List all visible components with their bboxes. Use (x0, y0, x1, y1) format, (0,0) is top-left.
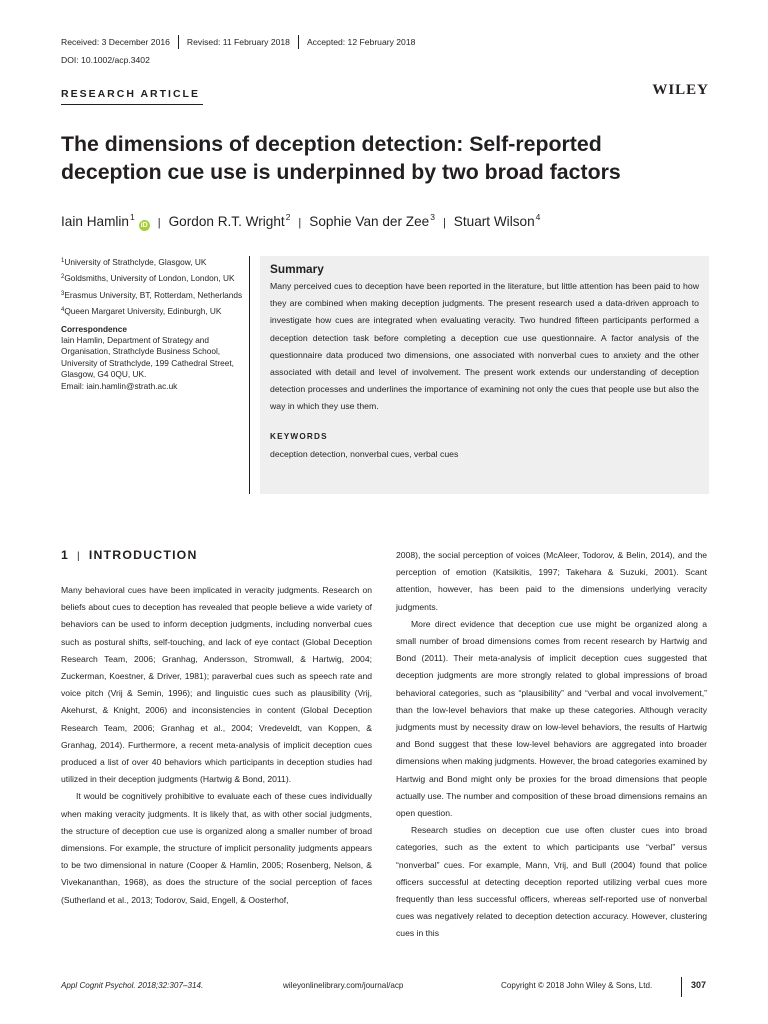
affiliation-2: $^2$Goldsmiths, University of London, London, UK (61, 273, 235, 284)
keywords-text: deception detection, nonverbal cues, verbal cues (270, 448, 459, 459)
article-title: The dimensions of deception detection: Self-reported deception cue use is underpinned by two broad factors (61, 132, 621, 184)
author-3[interactable]: Sophie Van der Zee$^3$ (309, 212, 435, 229)
correspondence-email[interactable]: Email: iain.hamlin@strath.ac.uk (61, 380, 178, 391)
column-divider (249, 256, 250, 494)
accepted-date: Accepted: 12 February 2018 (298, 35, 423, 49)
doi[interactable]: DOI: 10.1002/acp.3402 (61, 55, 150, 65)
section-title: INTRODUCTION (88, 548, 198, 562)
body-column-right (396, 547, 707, 943)
section-separator: | (77, 551, 81, 562)
footer-copyright: Copyright © 2018 John Wiley & Sons, Ltd. (501, 981, 653, 990)
affiliation-3: $^3$Erasmus University, BT, Rotterdam, Netherlands (61, 289, 243, 300)
affiliation-1: $^1$University of Strathclyde, Glasgow, UK (61, 257, 207, 267)
author-separator: | (442, 217, 446, 229)
affiliation-4: $^4$Queen Margaret University, Edinburgh, UK (61, 306, 222, 317)
footer-url[interactable]: wileyonlinelibrary.com/journal/acp (283, 981, 404, 990)
section-number: 1 (61, 548, 70, 562)
correspondence-heading: Correspondence (61, 323, 127, 334)
received-date: Received: 3 December 2016 (61, 37, 170, 47)
publisher-logo: WILEY (652, 82, 709, 98)
author-list (61, 212, 540, 230)
summary-box (260, 256, 709, 494)
keywords-heading: KEYWORDS (270, 431, 328, 441)
paragraph: 2008), the social perception of voices (McAleer, Todorov, & Belin, 2014), and the perception of emotion (Katsikitis, 1997; Takehara & Suzuki, 2001). Scant attention, however, has been paid to the dimensions underlying veracity judgments. (396, 550, 707, 612)
orcid-icon[interactable]: iD (140, 222, 148, 229)
paragraph: Many behavioral cues have been implicated in veracity judgments. Research on beliefs about cues to deception has revealed that people believe a wide variety of behaviors can be used to inform deception judgments, including nonverbal cues such as postural shifts, self-touching, and lack of eye contact (Global Deception Research Team, 2006; Granhag, Andersson, Stromwall, & Hartwig, 2004; Zuckerman, Koestner, & Driver, 1981); paraverbal cues such as speech rate and voice pitch (Vrij & Semin, 1996); and linguistic cues such as plausibility (Vrij, Akehurst, & Knight, 2006) and inconsistencies in content (Global Deception Research Team, 2006; Granhag et al., 2004; Vredeveldt, van Koppen, & Granhag, 2014). Furthermore, a recent meta-analysis of implicit deception cues produced a list of over 40 behaviors which participants in deception studies had utilized in their deception judgments (Hartwig & Bond, 2011). (61, 585, 372, 785)
author-4[interactable]: Stuart Wilson$^4$ (453, 212, 541, 229)
article-history (61, 35, 423, 49)
paragraph: Research studies on deception cue use often cluster cues into broad categories, such as the extent to which participants use “verbal” versus “nonverbal” cues. For example, Mann, Vrij, and Bull (2004) found that police officers successful at detecting deception reported utilizing verbal cues more frequently than less successful officers, whereas self-reported use of nonverbal cues was negatively related to deception detection accuracy. However, clustering cues in this (396, 825, 707, 939)
section-heading-introduction (61, 548, 198, 562)
revised-date: Revised: 11 February 2018 (178, 35, 298, 49)
author-separator: | (157, 217, 161, 229)
article-type-rule (61, 104, 203, 105)
paragraph: It would be cognitively prohibitive to evaluate each of these cues individually when making veracity judgments. It is likely that, as with other social judgments, the structure of deception cue use is organized along a smaller number of broad dimensions. For example, the structure of implicit personality judgments appears to be two dimensional in nature (Cooper & Hamlin, 2005; Rosenberg, Nelson, & Vivekananthan, 1968), as does the structure of the social perception of faces (Sutherland et al., 2013; Todorov, Said, Engell, & Oosterhof, (61, 791, 372, 905)
body-column-left (61, 582, 372, 909)
article-type-label: RESEARCH ARTICLE (61, 88, 200, 100)
author-2[interactable]: Gordon R.T. Wright$^2$ (168, 212, 291, 229)
footer-rule (681, 977, 682, 997)
page-number: 307 (691, 980, 707, 990)
correspondence-address: Iain Hamlin, Department of Strategy and Organisation, Strathclyde Business School, University of Strathclyde, 199 Cathedral Street, Glasgow, G4 0QU, UK. (61, 335, 234, 380)
summary-text: Many perceived cues to deception have been reported in the literature, but little attention has been paid to how they are combined when making deception judgments. The present research used a data-driven approach to investigate how cues are integrated when evaluating veracity. Two hundred fifteen participants performed a deception detection task before completing a deception cue use questionnaire. A factor analysis of the questionnaire data produced two dimensions, one associated with nonverbal cues to anxiety and the other associated with detail and level of involvement. The present work extends our understanding of deception detection processes and underlines the importance of examining not only the cues that people use but also the way in which they use them. (270, 281, 699, 412)
footer-citation: Appl Cognit Psychol. 2018;32:307–314. (61, 981, 204, 990)
author-separator: | (298, 217, 302, 229)
author-1[interactable]: Iain Hamlin$^1$ (61, 212, 135, 229)
paragraph: More direct evidence that deception cue use might be organized along a small number of broad dimensions comes from recent research by Hartwig and Bond (2011). Their meta-analysis of implicit deception cues suggested that deception judgments are more strongly related to global impressions of broad behavioral categories, such as “plausibility” and “verbal and vocal involvement,” than the low-level behaviors that make up these categories. Although veracity judgments must by necessity draw on low-level behaviors, the results of Hartwig and Bond suggest that these low-level behaviors are aggregated into broader dimensions when making judgments. However, the broad categories examined by Hartwig and Bond might only be proxies for the broad dimensions that people actually use. The number and composition of these broad dimensions remains an open question. (396, 618, 707, 819)
summary-heading: Summary (270, 262, 324, 276)
affiliations (61, 256, 246, 392)
